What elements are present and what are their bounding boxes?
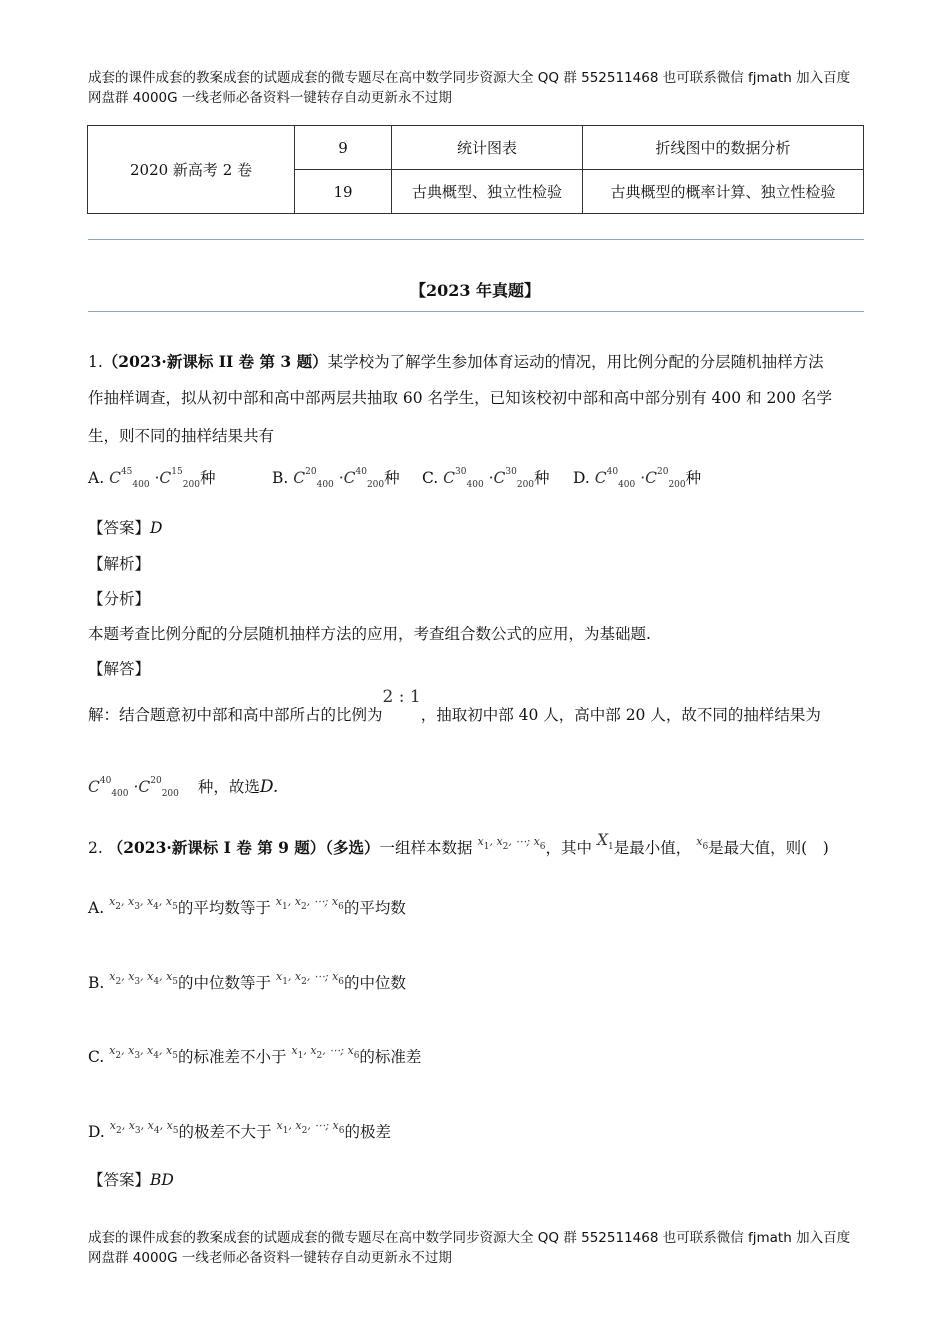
question-source: （2023·新课标 II 卷 第 3 题） [102, 352, 328, 371]
exam-topic-table [87, 125, 864, 214]
question-number: 1. [88, 353, 103, 371]
question-source: （2023·新课标 I 卷 第 9 题）（多选） [107, 838, 380, 857]
subset-formula: x2, x3, x4, x5 [109, 895, 178, 912]
full-set-formula: x1, x2, ⋯; x6 [275, 970, 345, 987]
option-letter: C. [422, 469, 439, 487]
detail-cell: 古典概型的概率计算、独立性检验 [583, 170, 864, 214]
x1-formula: $X_1$ [596, 831, 614, 852]
footer-line-1: 成套的课件成套的教案成套的试题成套的微专题尽在高中数学同步资源大全 QQ 群 552511468 也可联系微信 fjmath 加入百度 [88, 1230, 851, 1246]
combination-formula: $C^{45}_{400} \cdot C^{15}_{200}$ [109, 467, 200, 490]
unit: 种 [384, 469, 400, 487]
stem-text: ，其中 [545, 839, 593, 857]
solution-text: 解：结合题意初中部和高中部所占的比例为 [88, 706, 383, 724]
option-text: 的平均数 [343, 899, 406, 917]
divider [88, 239, 864, 240]
option-letter: B. [88, 974, 105, 992]
sample-data-formula: x1, x2, ⋯; x6 [477, 835, 546, 852]
subset-formula: x2, x3, x4, x5 [109, 1044, 178, 1061]
question-number-cell: 19 [295, 170, 392, 214]
topic-cell: 统计图表 [392, 126, 583, 170]
header-line-1: 成套的课件成套的教案成套的试题成套的微专题尽在高中数学同步资源大全 QQ 群 552511468 也可联系微信 fjmath 加入百度 [88, 70, 851, 86]
header-line-2: 网盘群 4000G 一线老师必备资料一键转存自动更新永不过期 [88, 90, 452, 106]
page-header [88, 68, 868, 108]
fenxi-label: 【分析】 [88, 590, 151, 608]
option-c[interactable] [88, 1044, 422, 1074]
jieda-label: 【解答】 [88, 660, 151, 678]
x6-formula: x6 [696, 835, 709, 852]
subset-formula: x2, x3, x4, x5 [109, 1119, 179, 1136]
option-text: 的极差不大于 [178, 1123, 272, 1141]
detail-cell: 折线图中的数据分析 [583, 126, 864, 170]
full-set-formula: x1, x2, ⋯; x6 [276, 1119, 345, 1136]
exam-name-cell: 2020 新高考 2 卷 [88, 126, 295, 214]
option-letter: B. [272, 469, 289, 487]
combination-formula: $C^{40}_{400} \cdot C^{20}_{200}$ [88, 776, 179, 799]
unit: 种 [685, 469, 702, 487]
ratio-formula: 2 : 1 [382, 687, 421, 707]
topic-cell: 古典概型、独立性检验 [392, 170, 583, 214]
option-d[interactable] [573, 466, 701, 490]
answer-label: 【答案】 [88, 519, 151, 537]
stem-text: 某学校为了解学生参加体育运动的情况，用比例分配的分层随机抽样方法 [327, 353, 824, 371]
stem-text: 生，则不同的抽样结果共有 [88, 427, 275, 445]
option-d[interactable] [88, 1119, 392, 1149]
option-text: 的平均数等于 [177, 899, 271, 917]
subset-formula: x2, x3, x4, x5 [109, 970, 179, 987]
option-a[interactable] [88, 895, 406, 925]
solution-line-2 [88, 771, 278, 804]
option-text: 的标准差 [359, 1048, 422, 1066]
combination-formula: $C^{20}_{400} \cdot C^{40}_{200}$ [293, 467, 385, 490]
option-text: 的标准差不小于 [177, 1048, 287, 1066]
solution-choice: D. [259, 777, 279, 797]
solution-text: 种，故选 [197, 778, 260, 796]
full-set-formula: x1, x2, ⋯; x6 [291, 1044, 360, 1061]
jiexi-label: 【解析】 [88, 555, 151, 573]
question-1-stem [88, 352, 865, 372]
option-letter: A. [88, 469, 105, 487]
option-a[interactable] [88, 466, 215, 490]
option-letter: D. [88, 1123, 105, 1141]
question-number: 2. [88, 839, 103, 857]
option-b[interactable] [88, 970, 407, 1000]
combination-formula: $C^{30}_{400} \cdot C^{30}_{200}$ [443, 467, 535, 490]
option-letter: D. [573, 469, 590, 487]
answer-line [88, 1170, 174, 1190]
footer-line-2: 网盘群 4000G 一线老师必备资料一键转存自动更新永不过期 [88, 1250, 452, 1266]
unit: 种 [199, 469, 216, 487]
question-2-stem [88, 831, 868, 865]
unit: 种 [534, 469, 550, 487]
option-text: 的中位数 [344, 974, 407, 992]
combination-formula: $C^{40}_{400} \cdot C^{20}_{200}$ [594, 467, 686, 490]
answer-value: BD [150, 1171, 174, 1189]
stem-text: 作抽样调查，拟从初中部和高中部两层共抽取 60 名学生，已知该校初中部和高中部分别有 400 和 200 名学 [88, 389, 832, 407]
solution-text: ，抽取初中部 40 人，高中部 20 人，故不同的抽样结果为 [420, 706, 821, 724]
answer-line [88, 518, 162, 538]
full-set-formula: x1, x2, ⋯; x6 [275, 895, 344, 912]
question-number-cell: 9 [295, 126, 392, 170]
stem-text: 是最大值，则( ) [708, 839, 829, 857]
stem-text: 是最小值， [613, 839, 692, 857]
option-letter: A. [88, 899, 105, 917]
stem-text: 一组样本数据 [379, 839, 473, 857]
page-footer [88, 1228, 868, 1268]
section-title: 【2023 年真题】 [409, 281, 541, 300]
table-row [88, 126, 864, 170]
option-text: 的中位数等于 [178, 974, 272, 992]
divider [88, 311, 864, 312]
option-text: 的极差 [344, 1123, 392, 1141]
option-letter: C. [88, 1048, 105, 1066]
answer-value: D [150, 519, 163, 537]
option-c[interactable] [422, 466, 550, 490]
answer-label: 【答案】 [88, 1171, 151, 1189]
solution-line [88, 687, 821, 725]
analysis-text: 本题考查比例分配的分层随机抽样方法的应用，考查组合数公式的应用，为基础题. [88, 625, 651, 643]
option-b[interactable] [272, 466, 400, 490]
